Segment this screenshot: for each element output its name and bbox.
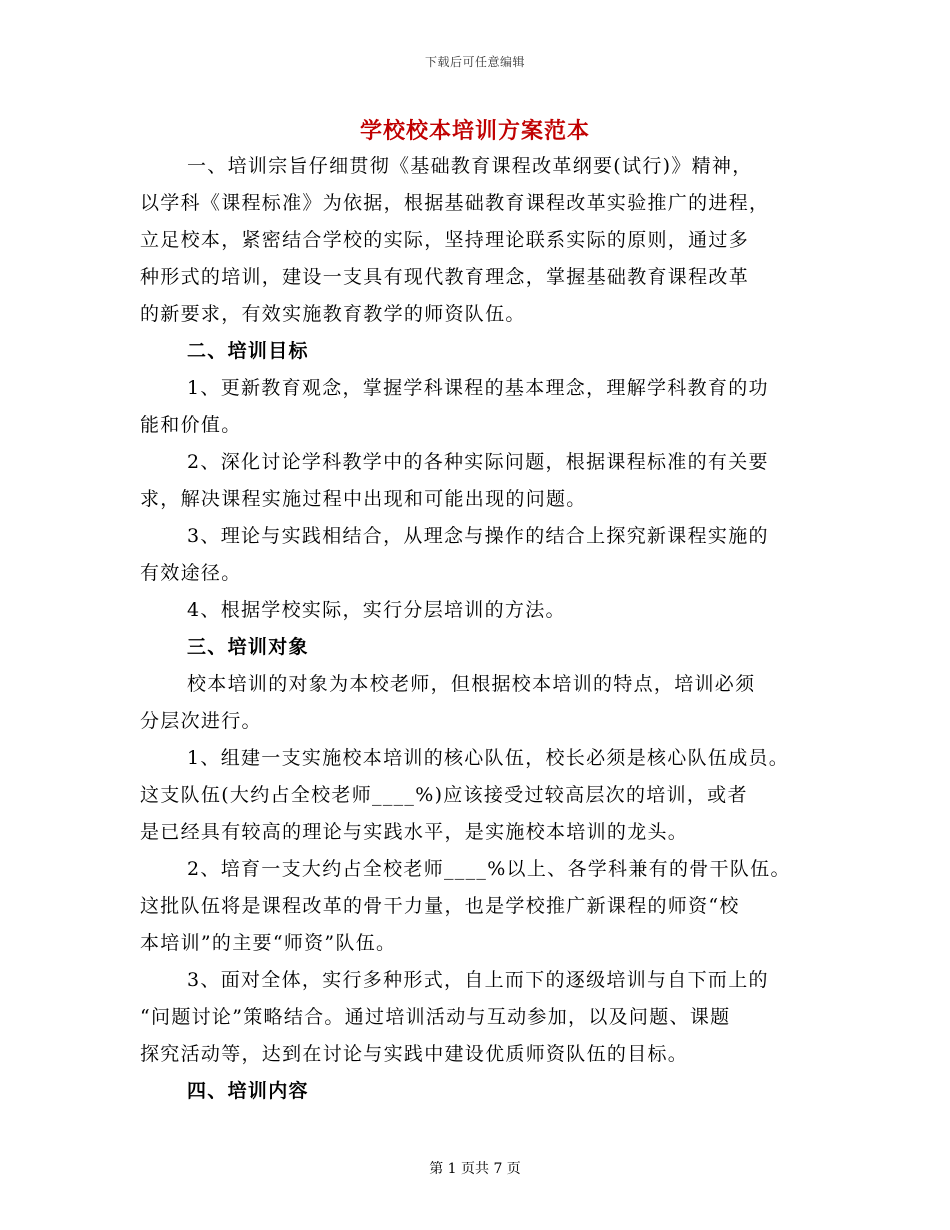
text-line: 能和价值。 [140,414,242,436]
text-line: 立足校本，紧密结合学校的实际，坚持理论联系实际的原则，通过多 [140,229,750,251]
text-line: 这支队伍(大约占全校老师____%)应该接受过较高层次的培训，或者 [140,784,748,806]
document-body [140,148,820,1110]
text-line: 探究活动等，达到在讨论与实践中建设优质师资队伍的目标。 [140,1043,689,1065]
page-footer: 第 1 页共 7 页 [429,1161,521,1177]
text-line: 2、深化讨论学科教学中的各种实际问题，根据课程标准的有关要 [187,451,769,473]
text-line: 的新要求，有效实施教育教学的师资队伍。 [140,303,526,325]
text-line: 分层次进行。 [140,710,262,732]
text-line: 种形式的培训，建设一支具有现代教育理念，掌握基础教育课程改革 [140,266,750,288]
document-title: 学校校本培训方案范本 [359,118,590,144]
section-heading: 三、培训对象 [187,636,309,658]
text-line: 1、更新教育观念，掌握学科课程的基本理念，理解学科教育的功 [187,377,769,399]
text-line: 1、组建一支实施校本培训的核心队伍，校长必须是核心队伍成员。 [187,747,790,769]
section-heading: 四、培训内容 [187,1080,309,1102]
text-line: 3、理论与实践相结合，从理念与操作的结合上探究新课程实施的 [187,525,769,547]
text-line: 4、根据学校实际，实行分层培训的方法。 [187,599,566,621]
text-line: 是已经具有较高的理论与实践水平，是实施校本培训的龙头。 [140,821,689,843]
section-heading: 二、培训目标 [187,340,309,362]
text-line: 以学科《课程标准》为依据，根据基础教育课程改革实验推广的进程， [140,192,770,214]
text-line: 校本培训的对象为本校老师，但根据校本培训的特点，培训必须 [187,673,756,695]
text-line: 有效途径。 [140,562,242,584]
text-line: 2、培育一支大约占全校老师____%以上、各学科兼有的骨干队伍。 [187,858,791,880]
text-line: 3、面对全体，实行多种形式，自上而下的逐级培训与自下而上的 [187,969,769,991]
header-note: 下载后可任意编辑 [424,55,525,69]
text-line: 本培训”的主要“师资”队伍。 [140,932,397,954]
text-line: 这批队伍将是课程改革的骨干力量，也是学校推广新课程的师资“校 [140,895,740,917]
text-line: “问题讨论”策略结合。通过培训活动与互动参加，以及问题、课题 [140,1006,731,1028]
text-line: 求，解决课程实施过程中出现和可能出现的问题。 [140,488,587,510]
text-line: 一、培训宗旨仔细贯彻《基础教育课程改革纲要(试行)》精神， [187,155,753,177]
